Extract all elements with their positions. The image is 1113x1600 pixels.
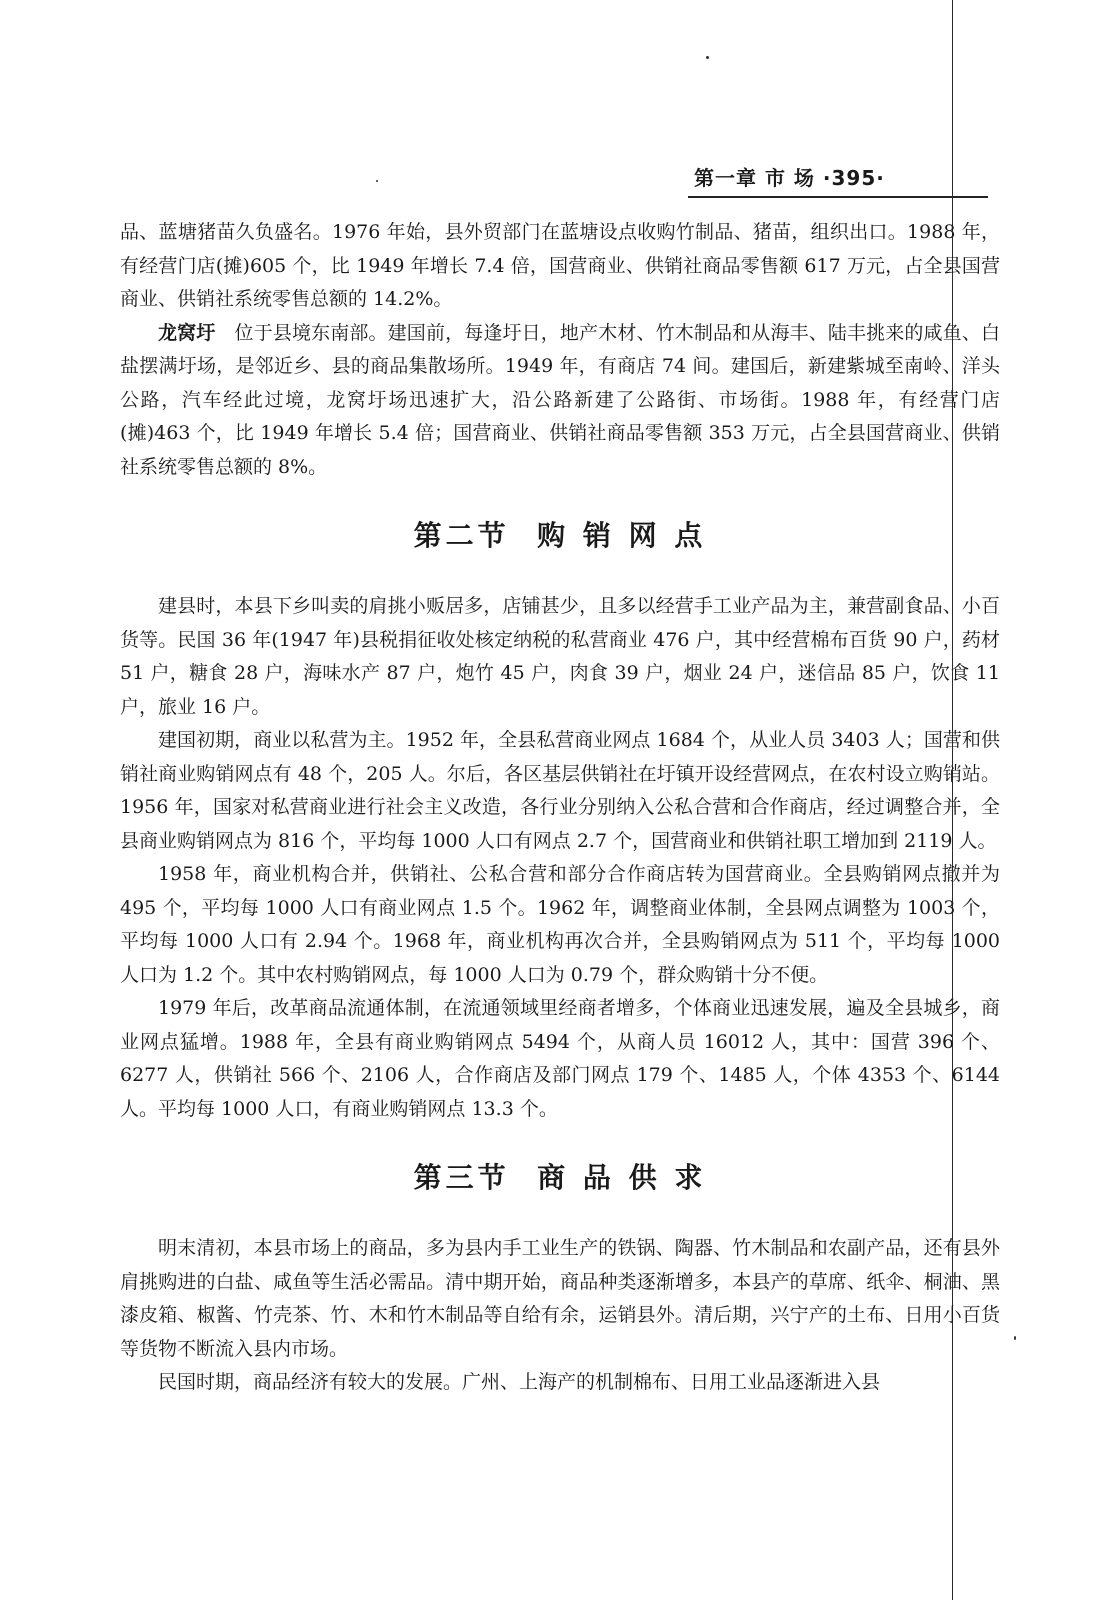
- header-rule: [688, 196, 988, 198]
- section-heading: 第二节 购 销 网 点: [413, 519, 707, 552]
- running-title: 第一章 市 场 ·395·: [694, 166, 885, 190]
- paragraph: 民国时期，商品经济有较大的发展。广州、上海产的机制棉布、日用工业品逐渐进入县: [158, 1371, 881, 1393]
- scan-speck: [706, 56, 709, 59]
- paragraph: 明末清初，本县市场上的商品，多为县内手工业生产的铁锅、陶器、竹木制品和农副产品，还有县外肩挑购进的白盐、咸鱼等生活必需品。清中期开始，商品种类逐渐增多，本县产的草席、纸伞、桐油、黑漆皮箱、椒酱、竹壳茶、竹、木和竹木制品等自给有余，运销县外。清后期，兴宁产的土布、日用小百货等货物不断流入县内市场。: [120, 1237, 1000, 1360]
- paragraph-lead-term: 龙窝圩: [158, 321, 216, 344]
- paragraph-text: 位于县境东南部。建国前，每逢圩日，地产木材、竹木制品和从海丰、陆丰挑来的咸鱼、白盐摆满圩场，是邻近乡、县的商品集散场所。1949 年，有商店 74 间。建国后，新建紫城至南岭、洋头公路，汽车经此过境，龙窝圩场迅速扩大，沿公路新建了公路街、市场街。1988 年，有经营门店(摊)463 个，比 1949 年增长 5.4 倍；国营商业、供销社商品零售额 353 万元，占全县国营商业、供销社系统零售总额的 8%。: [120, 321, 1000, 478]
- paragraph: 建国初期，商业以私营为主。1952 年，全县私营商业网点 1684 个，从业人员 3403 人；国营和供销社商业购销网点有 48 个，205 人。尔后，各区基层供销社在圩镇开设经营网点，在农村设立购销站。1956 年，国家对私营商业进行社会主义改造，各行业分别纳入公私合营和合作商店，经过调整合并，全县商业购销网点为 816 个，平均每 1000 人口有网点 2.7 个，国营商业和供销社职工增加到 2119 人。: [120, 729, 1000, 852]
- paragraph-continued: 品、蓝塘猪苗久负盛名。1976 年始，县外贸部门在蓝塘设点收购竹制品、猪苗，组织出口。1988 年，有经营门店(摊)605 个，比 1949 年增长 7.4 倍，国营商业、供销社商品零售额 617 万元，占全县国营商业、供销社系统零售总额的 14.2%。: [120, 221, 1000, 310]
- page-body: [120, 216, 1000, 1400]
- scan-speck: [376, 180, 378, 182]
- paragraph-longwoxu: [120, 317, 1000, 485]
- paragraph: 1958 年，商业机构合并，供销社、公私合营和部分合作商店转为国营商业。全县购销网点撤并为 495 个，平均每 1000 人口有商业网点 1.5 个。1962 年，调整商业体制，全县网点调整为 1003 个，平均每 1000 人口有 2.94 个。1968 年，商业机构再次合并，全县购销网点为 511 个，平均每 1000 人口为 1.2 个。其中农村购销网点，每 1000 人口为 0.79 个，群众购销十分不便。: [120, 863, 1000, 986]
- running-header: [688, 160, 988, 194]
- paragraph: 建县时，本县下乡叫卖的肩挑小贩居多，店铺甚少，且多以经营手工业产品为主，兼营副食品、小百货等。民国 36 年(1947 年)县税捐征收处核定纳税的私营商业 476 户，其中经营棉布百货 90 户，药材 51 户，糖食 28 户，海味水产 87 户，炮竹 45 户，肉食 39 户，烟业 24 户，迷信品 85 户，饮食 11 户，旅业 16 户。: [120, 595, 1000, 718]
- section-heading: 第三节 商 品 供 求: [413, 1161, 707, 1194]
- scan-speck: [1014, 1336, 1016, 1340]
- paragraph: 1979 年后，改革商品流通体制，在流通领域里经商者增多，个体商业迅速发展，遍及全县城乡，商业网点猛增。1988 年，全县有商业购销网点 5494 个，从商人员 16012 人，其中：国营 396 个、6277 人，供销社 566 个、2106 人，合作商店及部门网点 179 个、1485 人，个体 4353 个、6144 人。平均每 1000 人口，有商业购销网点 13.3 个。: [120, 997, 1000, 1120]
